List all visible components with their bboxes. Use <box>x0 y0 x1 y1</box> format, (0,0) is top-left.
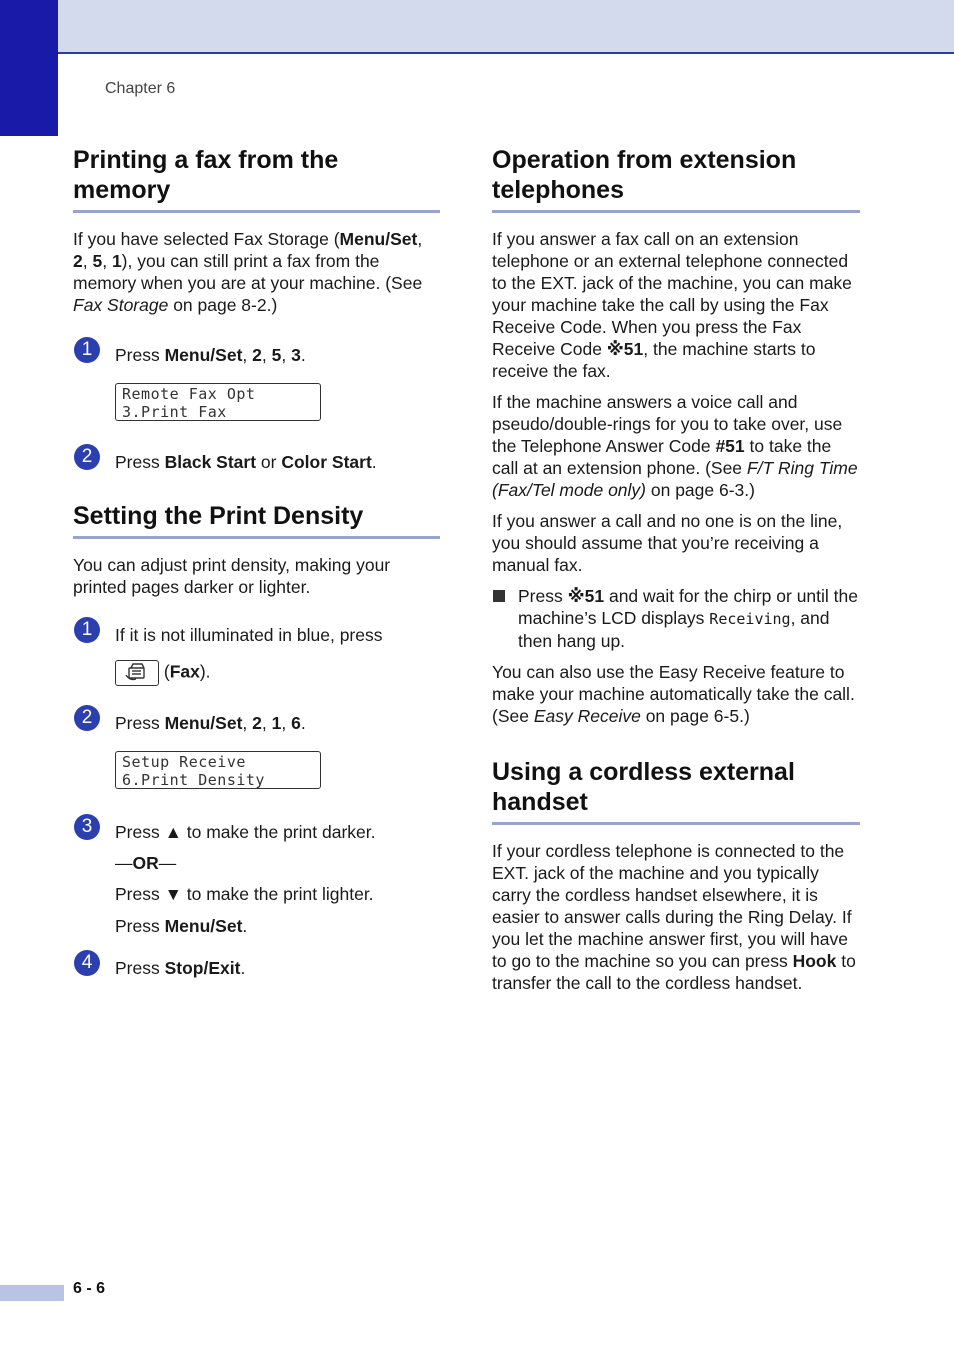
section-title-printing-fax: Printing a fax from the memory <box>73 145 440 213</box>
square-bullet-icon <box>493 590 505 602</box>
step-1-fax-key: 1 If it is not illuminated in blue, press (Fax). <box>73 624 440 686</box>
right-column <box>492 145 860 994</box>
step-number-icon: 3 <box>74 814 100 840</box>
step-number-icon: 1 <box>74 617 100 643</box>
step-1-menu: 1 Press Menu/Set, 2, 5, 3. <box>73 344 440 366</box>
page-number: 6 - 6 <box>73 1280 106 1297</box>
chapter-label: Chapter 6 <box>105 80 176 97</box>
step-2-menu: 2 Press Menu/Set, 2, 1, 6. <box>73 712 440 734</box>
step-2-start: 2 Press Black Start or Color Start. <box>73 451 440 473</box>
section-title-extension-telephones: Operation from extension telephones <box>492 145 860 213</box>
extension-para-4: You can also use the Easy Receive feature to make your machine automatically take the call. (See Easy Receive on page 6-5.) <box>492 662 855 726</box>
cordless-para: If your cordless telephone is connected to the EXT. jack of the machine and you typically carry the cordless handset elsewhere, it is easier to answer calls during the Ring Delay. If you let the machine answer first, you will have to go to the machine so you can press Hook to transfer the call to the cordless handset. <box>492 841 856 993</box>
header-band <box>0 0 954 54</box>
lcd-display-setup-receive: Setup Receive 6.Print Density <box>115 751 321 789</box>
extension-para-3: If you answer a call and no one is on the line, you should assume that you’re receiving a manual fax. <box>492 511 843 575</box>
extension-para-1: If you answer a fax call on an extension telephone or an external telephone connected to the EXT. jack of the machine, you can make your machine take the call by using the Fax Receive Code. When you press the Fax Receive Code ※51, the machine starts to receive the fax. <box>492 229 852 381</box>
step-number-icon: 1 <box>74 337 100 363</box>
left-column <box>73 145 440 979</box>
fax-key-icon <box>115 660 159 686</box>
step-4-stop: 4 Press Stop/Exit. <box>73 957 440 979</box>
bullet-item: Press ※51 and wait for the chirp or until the machine’s LCD displays Receiving, and then hang up. <box>492 585 860 652</box>
step-number-icon: 2 <box>74 444 100 470</box>
chapter-tab <box>0 0 58 136</box>
printing-fax-intro: If you have selected Fax Storage (Menu/Set, 2, 5, 1), you can still print a fax from the memory when you are at your machine. (See Fax Storage on page 8-2.) <box>73 229 423 315</box>
extension-para-2: If the machine answers a voice call and pseudo/double-rings for you to take over, use the Telephone Answer Code #51 to take the call at an extension phone. (See F/T Ring Time (Fax/Tel mode only) on page 6-3.) <box>492 392 858 500</box>
step-number-icon: 2 <box>74 705 100 731</box>
print-density-intro: You can adjust print density, making your printed pages darker or lighter. <box>73 555 391 597</box>
section-title-cordless-handset: Using a cordless external handset <box>492 757 860 825</box>
section-title-print-density: Setting the Print Density <box>73 501 440 539</box>
footer-bar <box>0 1285 64 1301</box>
step-number-icon: 4 <box>74 950 100 976</box>
step-3-density: 3 Press ▲ to make the print darker. —OR— Press ▼ to make the print lighter. Press Menu/Set. <box>73 821 440 937</box>
lcd-display-remote-fax: Remote Fax Opt 3.Print Fax <box>115 383 321 421</box>
